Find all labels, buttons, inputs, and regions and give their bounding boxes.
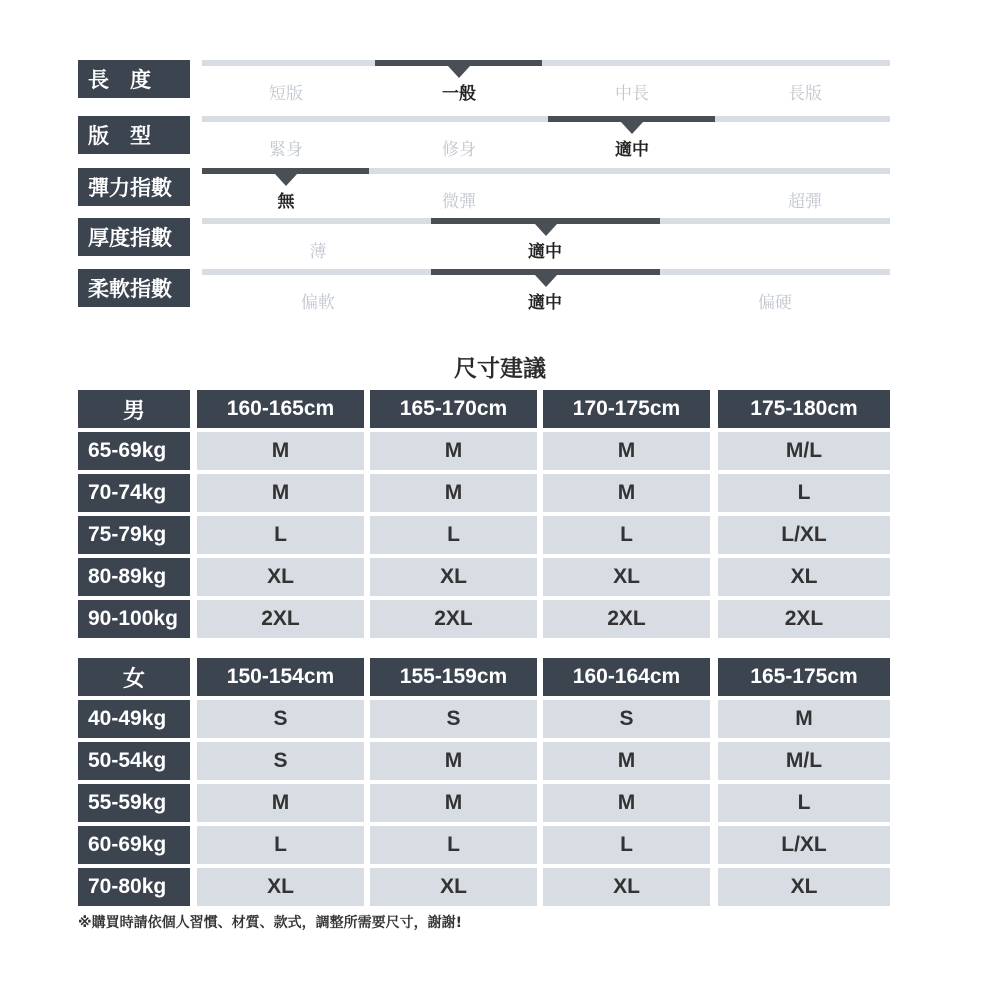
weight-label: 50-54kg [78, 742, 190, 780]
option-short: 短版 [269, 84, 303, 104]
table-row [78, 558, 890, 596]
attribute-softness [78, 269, 890, 313]
size-cell: M [370, 784, 537, 822]
scale-track [202, 269, 890, 275]
option-moderate: 適中 [528, 242, 562, 262]
height-header: 165-170cm [370, 390, 537, 428]
option-regular: 一般 [442, 84, 476, 104]
table-row [78, 474, 890, 512]
height-header: 165-175cm [718, 658, 890, 696]
table-row [78, 826, 890, 864]
size-cell: L [370, 516, 537, 554]
attribute-length [78, 60, 890, 104]
scale-indicator [431, 269, 660, 275]
option-none: 無 [277, 192, 295, 212]
weight-label: 60-69kg [78, 826, 190, 864]
size-cell: M [197, 474, 364, 512]
size-cell: 2XL [197, 600, 364, 638]
scale-track [202, 218, 890, 224]
size-guide-title: 尺寸建議 [454, 356, 546, 382]
option-soft: 偏軟 [301, 293, 335, 313]
size-cell: M [370, 474, 537, 512]
size-cell: M [543, 742, 710, 780]
scale-track [202, 60, 890, 66]
height-header: 150-154cm [197, 658, 364, 696]
weight-label: 55-59kg [78, 784, 190, 822]
option-slight-stretch: 微彈 [442, 192, 476, 212]
scale-indicator [548, 116, 715, 122]
scale-track [202, 116, 890, 122]
size-cell: XL [370, 868, 537, 906]
size-cell: XL [718, 868, 890, 906]
option-moderate: 適中 [528, 293, 562, 313]
size-cell: XL [197, 868, 364, 906]
table-header-row [78, 658, 890, 696]
size-cell: M [718, 700, 890, 738]
size-cell: L [718, 784, 890, 822]
footnote: ※購買時請依個人習慣、材質、款式，調整所需要尺寸，謝謝! [78, 915, 462, 931]
size-cell: S [197, 742, 364, 780]
attribute-fit [78, 116, 890, 160]
size-cell: 2XL [718, 600, 890, 638]
size-cell: M/L [718, 742, 890, 780]
size-cell: XL [543, 558, 710, 596]
option-slim: 修身 [442, 140, 476, 160]
option-tight: 緊身 [269, 140, 303, 160]
size-cell: L [543, 826, 710, 864]
size-cell: XL [370, 558, 537, 596]
size-cell: M [370, 742, 537, 780]
size-cell: 2XL [370, 600, 537, 638]
attribute-label: 長 度 [78, 60, 190, 98]
scale-indicator [202, 168, 369, 174]
size-cell: 2XL [543, 600, 710, 638]
gender-header: 男 [78, 390, 190, 428]
size-cell: L [543, 516, 710, 554]
attribute-label: 版 型 [78, 116, 190, 154]
weight-label: 80-89kg [78, 558, 190, 596]
height-header: 160-165cm [197, 390, 364, 428]
height-header: 160-164cm [543, 658, 710, 696]
size-cell: M [543, 784, 710, 822]
attribute-elasticity [78, 168, 890, 212]
size-cell: M [543, 474, 710, 512]
option-super-stretch: 超彈 [788, 192, 822, 212]
height-header: 170-175cm [543, 390, 710, 428]
size-cell: XL [718, 558, 890, 596]
weight-label: 75-79kg [78, 516, 190, 554]
size-cell: S [543, 700, 710, 738]
weight-label: 90-100kg [78, 600, 190, 638]
attribute-label: 柔軟指數 [78, 269, 190, 307]
size-cell: L [370, 826, 537, 864]
table-row [78, 516, 890, 554]
size-cell: M [197, 784, 364, 822]
option-moderate: 適中 [615, 140, 649, 160]
weight-label: 70-74kg [78, 474, 190, 512]
table-row [78, 700, 890, 738]
table-header-row [78, 390, 890, 428]
attribute-label: 彈力指數 [78, 168, 190, 206]
weight-label: 40-49kg [78, 700, 190, 738]
weight-label: 70-80kg [78, 868, 190, 906]
attribute-thickness [78, 218, 890, 262]
size-cell: XL [197, 558, 364, 596]
table-row [78, 868, 890, 906]
option-firm: 偏硬 [758, 293, 792, 313]
size-cell: L [718, 474, 890, 512]
weight-label: 65-69kg [78, 432, 190, 470]
gender-header: 女 [78, 658, 190, 696]
scale-indicator [431, 218, 660, 224]
size-cell: L [197, 826, 364, 864]
size-cell: M [543, 432, 710, 470]
size-cell: L/XL [718, 826, 890, 864]
attribute-label: 厚度指數 [78, 218, 190, 256]
size-cell: L/XL [718, 516, 890, 554]
table-row [78, 784, 890, 822]
option-mid-long: 中長 [615, 84, 649, 104]
table-row [78, 742, 890, 780]
table-row [78, 432, 890, 470]
option-thin: 薄 [309, 242, 327, 262]
scale-indicator [375, 60, 542, 66]
size-cell: XL [543, 868, 710, 906]
height-header: 175-180cm [718, 390, 890, 428]
table-row [78, 600, 890, 638]
size-cell: M/L [718, 432, 890, 470]
size-cell: M [370, 432, 537, 470]
scale-track [202, 168, 890, 174]
size-cell: S [197, 700, 364, 738]
option-long: 長版 [788, 84, 822, 104]
size-cell: S [370, 700, 537, 738]
height-header: 155-159cm [370, 658, 537, 696]
size-cell: M [197, 432, 364, 470]
size-cell: L [197, 516, 364, 554]
